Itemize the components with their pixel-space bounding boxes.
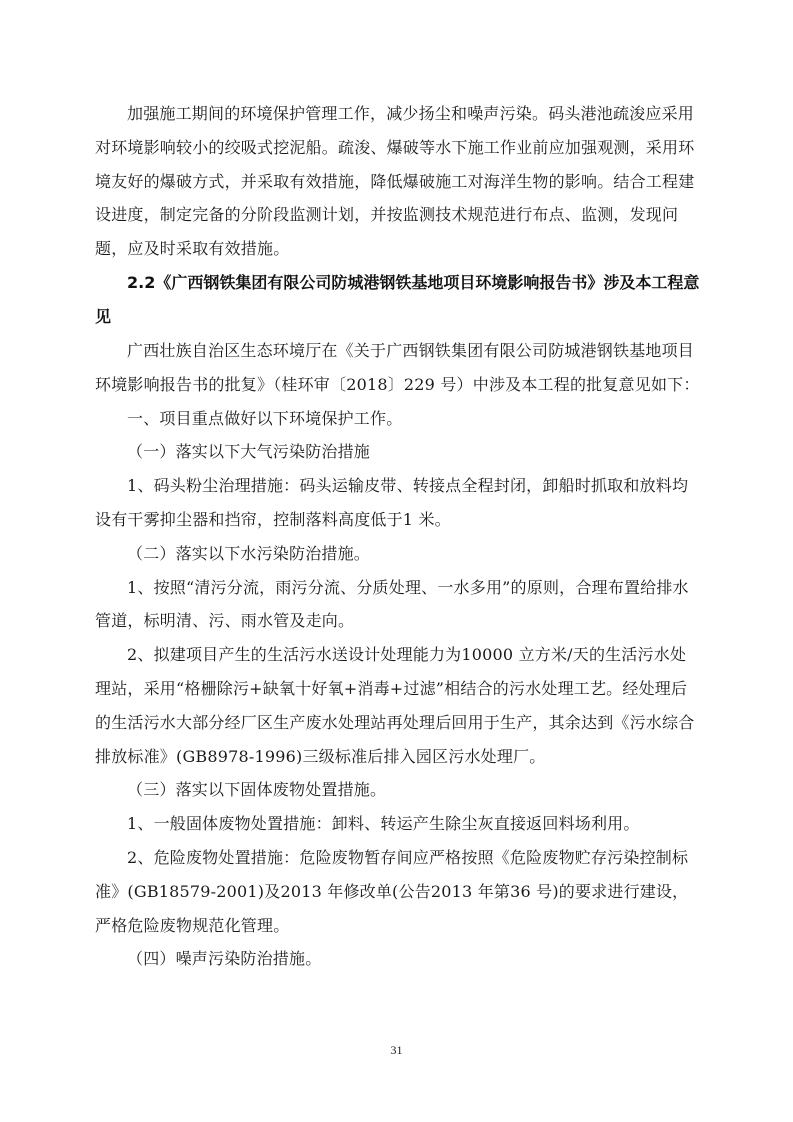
page-number: 31 bbox=[390, 1043, 403, 1057]
subsection-solid-waste-title: （三）落实以下固体废物处置措施。 bbox=[127, 780, 387, 800]
item-one: 一、项目重点做好以下环境保护工作。 bbox=[127, 408, 403, 428]
paragraph-water-1: 1、按照“清污分流，雨污分流、分质处理、一水多用”的原则，合理布置给排水管道，标明清、污、雨水管及走向。 bbox=[95, 577, 689, 631]
body-top bbox=[95, 97, 700, 266]
paragraph-solid-waste-1: 1、一般固体废物处置措施：卸料、转运产生除尘灰直接返回料场利用。 bbox=[127, 814, 640, 834]
subsection-noise-title: （四）噪声污染防治措施。 bbox=[127, 949, 322, 969]
paragraph-water-2: 2、拟建项目产生的生活污水送设计处理能力为10000 立方米/天的生活污水处理站，采用“格栅除污+缺氧十好氧+消毒+过滤”相结合的污水处理工艺。经处理后的生活污水大部分经厂区生产废水处理站再处理后回用于生产，其余达到《污水综合排放标准》(GB8978-1996)三级标准后排入园区污水处理厂。 bbox=[95, 645, 695, 766]
subsection-air-title: （一）落实以下大气污染防治措施 bbox=[127, 442, 371, 462]
paragraph-construction-measures: 加强施工期间的环境保护管理工作，减少扬尘和噪声污染。码头港池疏浚应采用对环境影响较小的绞吸式挖泥船。疏浚、爆破等水下施工作业前应加强观测，采用环境友好的爆破方式，并采取有效措施，降低爆破施工对海洋生物的影响。结合工程建设进度，制定完备的分阶段监测计划，并按监测技术规范进行布点、监测，发现问题，应及时采取有效措施。 bbox=[95, 104, 695, 259]
section-heading-2-2: 2.2《广西钢铁集团有限公司防城港钢铁基地项目环境影响报告书》涉及本工程意见 bbox=[95, 273, 700, 326]
paragraph-solid-waste-2: 2、危险废物处置措施：危险废物暂存间应严格按照《危险废物贮存污染控制标准》(GB18579-2001)及2013 年修改单(公告2013 年第36 号)的要求进行建设，严格危险废物规范化管理。 bbox=[95, 847, 689, 935]
paragraph-intro: 广西壮族自治区生态环境厅在《关于广西钢铁集团有限公司防城港钢铁基地项目环境影响报告书的批复》（桂环审〔2018〕229 号）中涉及本工程的批复意见如下： bbox=[95, 341, 700, 394]
paragraph-air-1: 1、码头粉尘治理措施：码头运输皮带、转接点全程封闭，卸船时抓取和放料均设有干雾抑尘器和挡帘，控制落料高度低于1 米。 bbox=[95, 476, 689, 529]
subsection-water-title: （二）落实以下水污染防治措施。 bbox=[127, 543, 371, 563]
body-main bbox=[95, 334, 700, 976]
